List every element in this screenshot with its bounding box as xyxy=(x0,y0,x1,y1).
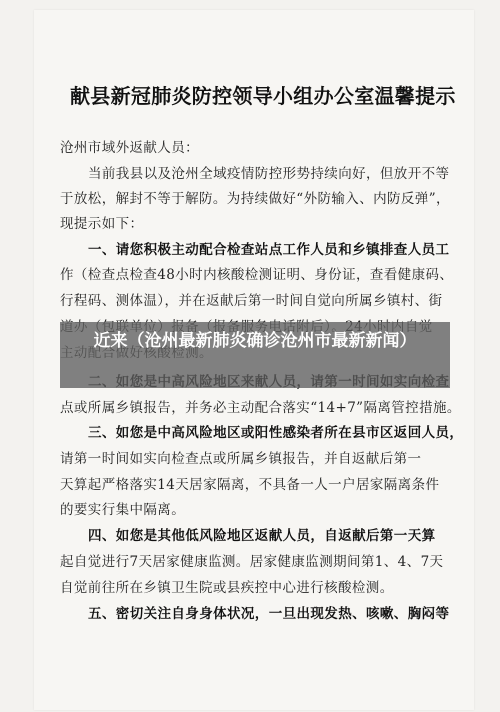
section-3-line: 天算起严格落实14天居家隔离，不具备一人一户居家隔离条件 xyxy=(60,477,440,493)
section-3-line: 请第一时间如实向检查点或所属乡镇报告，并自返献后第一 xyxy=(60,451,422,467)
section-3-line: 的要实行集中隔离。 xyxy=(60,502,186,518)
section-5-line: 五、密切关注自身身体状况，一旦出现发热、咳嗽、胸闷等 xyxy=(88,606,450,622)
section-4-line: 四、如您是其他低风险地区返献人员，自返献后第一天算 xyxy=(88,528,436,544)
section-4-line: 起自觉进行7天居家健康监测。居家健康监测期间第1、4、7天 xyxy=(60,554,444,570)
headline-banner[interactable] xyxy=(60,322,450,388)
section-1-line: 行程码、测体温），并在返献后第一时间自觉向所属乡镇村、街 xyxy=(60,293,443,309)
body-line: 现提示如下： xyxy=(60,216,144,232)
section-1-line: 作（检查点检查48小时内核酸检测证明、身份证，查看健康码、 xyxy=(60,267,454,283)
section-2-line: 点或所属乡镇报告，并务必主动配合落实“14+7”隔离管控措施。 xyxy=(60,400,461,416)
body-line: 当前我县以及沧州全域疫情防控形势持续向好，但放开不等 xyxy=(88,166,450,182)
section-1-line: 一、请您积极主动配合检查站点工作人员和乡镇排查人员工 xyxy=(88,242,450,258)
section-3-line: 三、如您是中高风险地区或阳性感染者所在县市区返回人员， xyxy=(88,425,464,441)
body-line: 于放松，解封不等于解防。为持续做好“外防输入、内防反弹”， xyxy=(60,191,450,207)
section-4-line: 自觉前往所在乡镇卫生院或县疾控中心进行核酸检测。 xyxy=(60,580,394,596)
salutation: 沧州市域外返献人员： xyxy=(60,140,199,156)
document-title: 献县新冠肺炎防控领导小组办公室温馨提示 xyxy=(70,84,456,108)
headline-text[interactable]: 近来（沧州最新肺炎确诊沧州市最新新闻） xyxy=(93,331,417,351)
